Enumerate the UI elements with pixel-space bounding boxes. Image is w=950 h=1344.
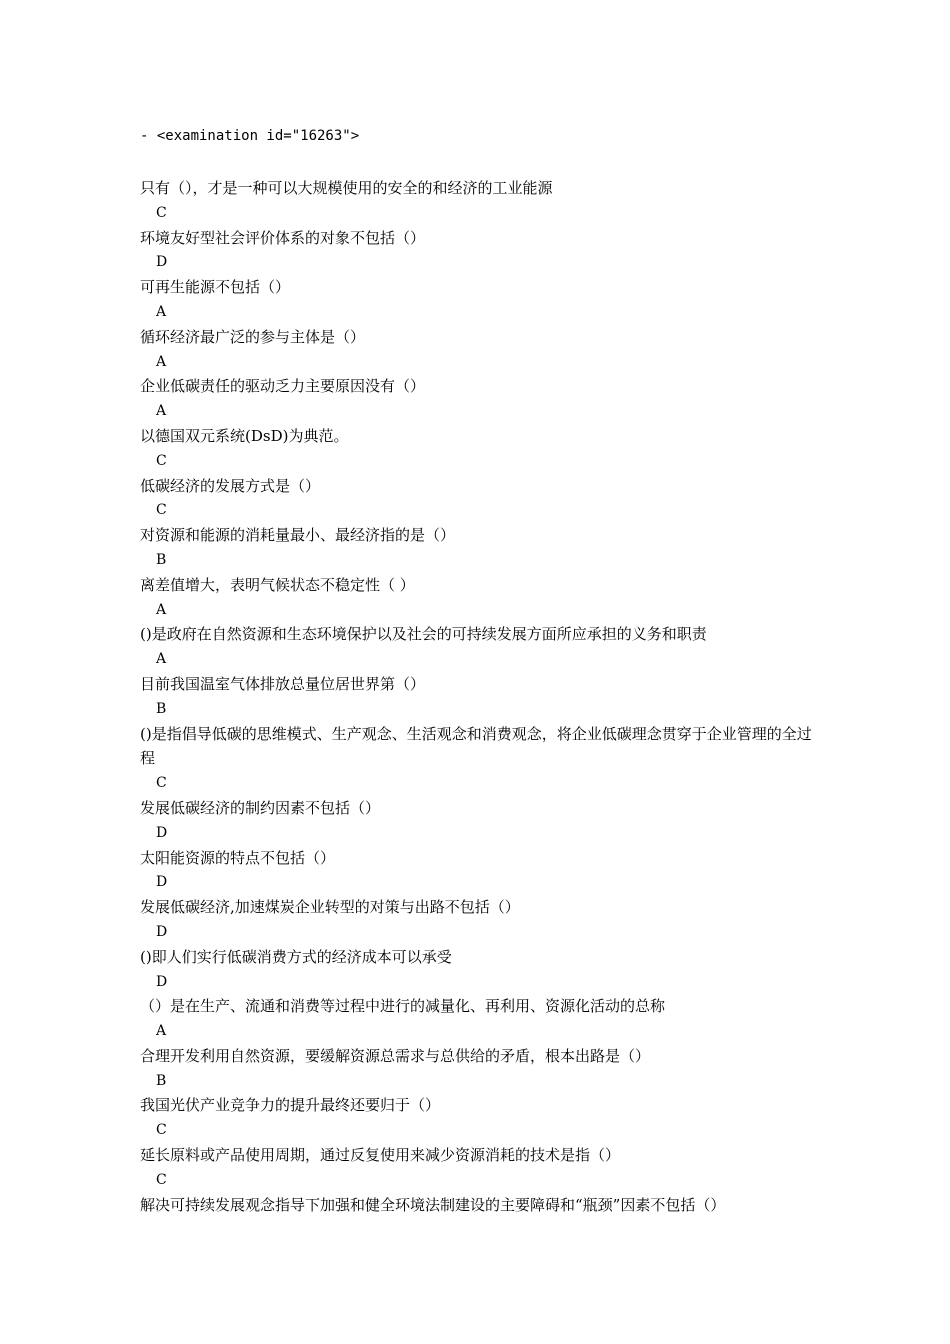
question-list [140,176,820,1217]
question-text: 环境友好型社会评价体系的对象不包括（） [140,228,426,247]
answer-text: A [156,601,167,618]
question-text: ()即人们实行低碳消费方式的经济成本可以承受 [140,947,452,966]
question-text: 低碳经济的发展方式是（） [140,476,321,495]
question-text: （）是在生产、流通和消费等过程中进行的减量化、再利用、资源化活动的总称 [140,997,666,1016]
answer-text: D [156,923,168,940]
question-text: 合理开发利用自然资源，要缓解资源总需求与总供给的矛盾，根本出路是（） [140,1046,651,1065]
answer-text: A [156,651,167,668]
question-text: 以德国双元系统(DsD)为典范。 [140,426,349,445]
answer-text: B [156,551,167,568]
answer-text: B [156,1072,167,1089]
question-text: ()是指倡导低碳的思维模式、生产观念、生活观念和消费观念，将企业低碳理念贯穿于企业管理的全过程 [140,724,812,768]
answer-text: C [156,204,167,221]
question-text: 发展低碳经济,加速煤炭企业转型的对策与出路不包括（） [140,898,520,917]
question-text: 延长原料或产品使用周期，通过反复使用来减少资源消耗的技术是指（） [140,1146,621,1165]
question-text: ()是政府在自然资源和生态环境保护以及社会的可持续发展方面所应承担的义务和职责 [140,625,707,644]
question-text: 对资源和能源的消耗量最小、最经济指的是（） [140,526,456,545]
answer-text: A [156,1023,167,1040]
question-text: 可再生能源不包括（） [140,278,291,297]
question-text: 离差值增大，表明气候状态不稳定性（ ） [140,575,415,594]
question-text: 我国光伏产业竞争力的提升最终还要归于（） [140,1096,441,1115]
answer-text: C [156,502,167,519]
question-text: 发展低碳经济的制约因素不包括（） [140,798,381,817]
answer-text: D [156,824,168,841]
answer-text: C [156,775,167,792]
question-text: 企业低碳责任的驱动乏力主要原因没有（） [140,377,426,396]
question-text: 解决可持续发展观念指导下加强和健全环境法制建设的主要障碍和“瓶颈”因素不包括（） [140,1195,726,1214]
answer-text: C [156,452,167,469]
answer-text: D [156,254,168,271]
answer-text: C [156,1171,167,1188]
question-text: 循环经济最广泛的参与主体是（） [140,327,366,346]
answer-text: A [156,353,167,370]
question-text: 太阳能资源的特点不包括（） [140,848,336,867]
answer-text: D [156,874,168,891]
answer-text: A [156,403,167,420]
answer-text: C [156,1122,167,1139]
xml-root-tag: - <examination id="16263"> [140,128,360,144]
answer-text: B [156,700,167,717]
question-text: 只有（），才是一种可以大规模使用的安全的和经济的工业能源 [140,179,553,197]
answer-text: A [156,303,167,320]
answer-text: D [156,973,168,990]
question-text: 目前我国温室气体排放总量位居世界第（） [140,674,426,693]
